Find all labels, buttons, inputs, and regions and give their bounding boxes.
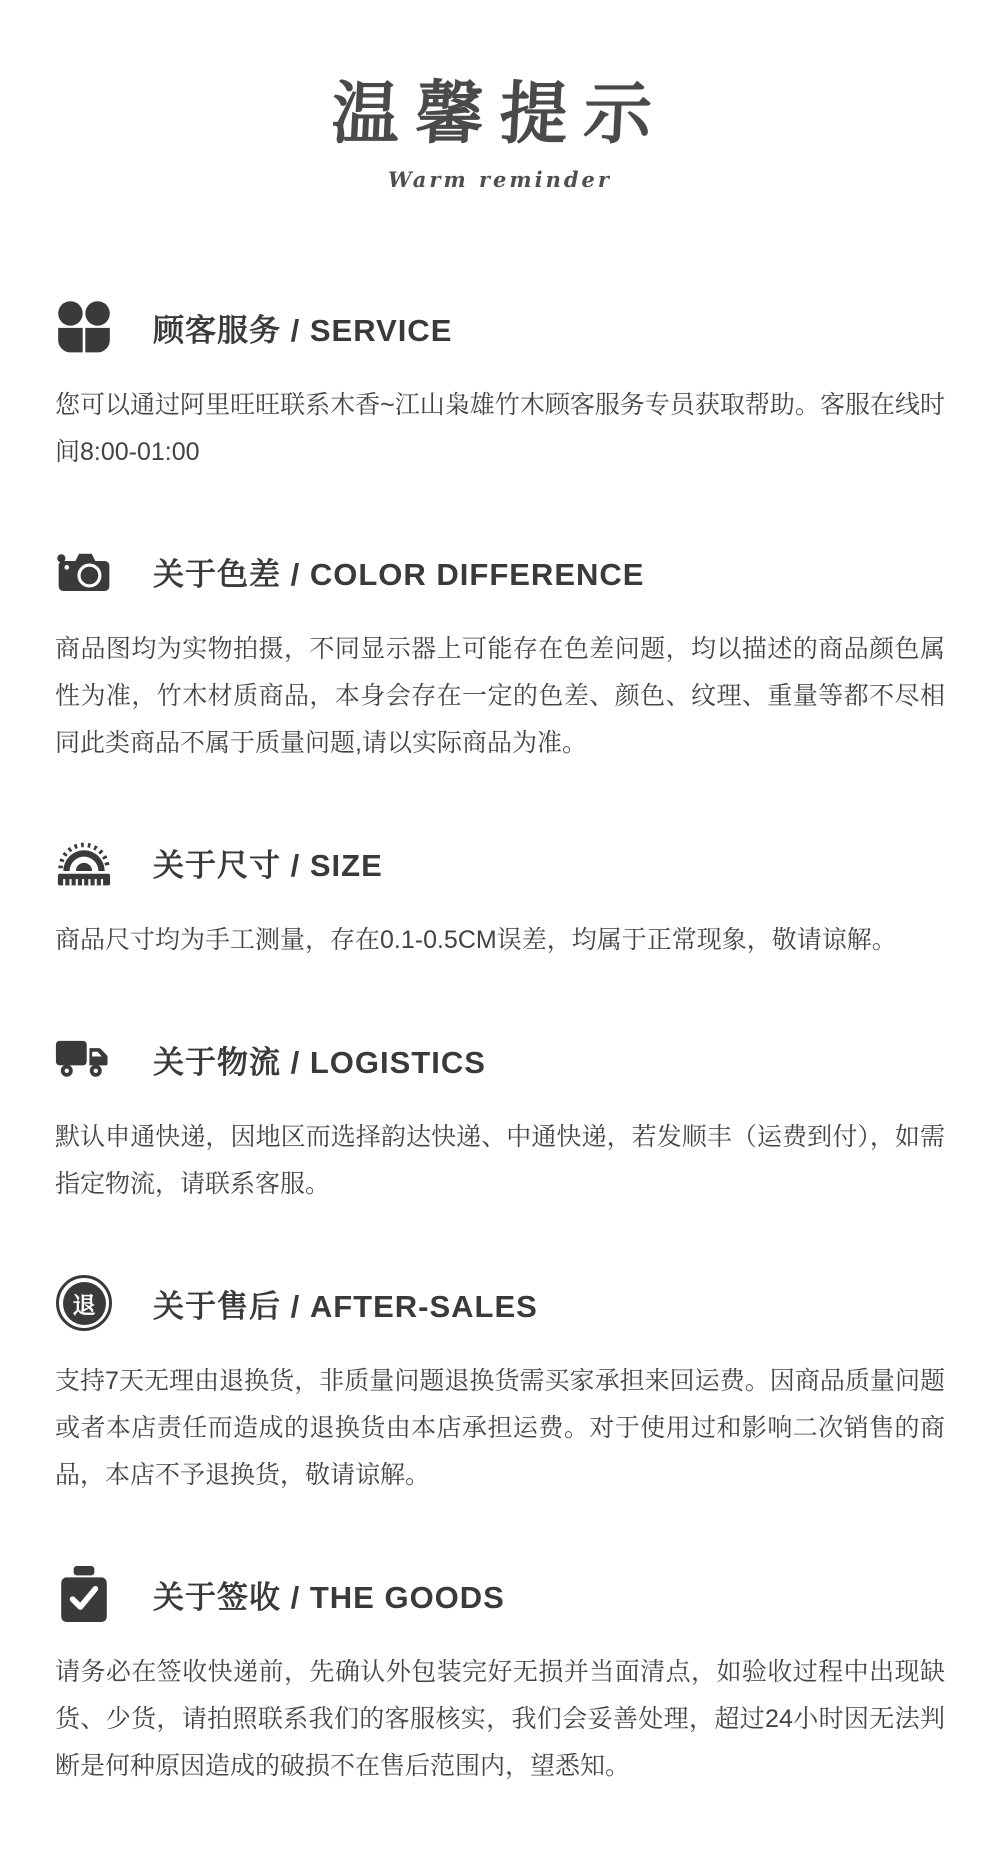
clipboard-check-icon — [55, 1565, 113, 1623]
section-after-sales-title: 关于售后 / AFTER-SALES — [153, 1288, 538, 1324]
section-service-title: 顾客服务 / SERVICE — [153, 312, 453, 348]
section-after-sales-body: 支持7天无理由退换货，非质量问题退换货需买家承担来回运费。因商品质量问题或者本店责任而造成的退换货由本店承担运费。对于使用过和影响二次销售的商品，本店不予退换货，敬请谅解。 — [55, 1367, 945, 1489]
page-title: 温馨提示 — [329, 74, 670, 154]
return-icon — [55, 1274, 113, 1332]
section-after-sales-header — [55, 1274, 945, 1332]
page-subtitle: Warm reminder — [388, 167, 612, 192]
section-after-sales — [55, 1274, 945, 1499]
return-icon-ring — [56, 1275, 112, 1331]
section-goods-header — [55, 1565, 945, 1623]
section-service — [55, 298, 945, 476]
section-color-difference-title: 关于色差 / COLOR DIFFERENCE — [153, 556, 645, 592]
section-size-title: 关于尺寸 / SIZE — [153, 847, 383, 883]
section-service-header — [55, 298, 945, 356]
section-logistics-header — [55, 1030, 945, 1088]
section-goods — [55, 1565, 945, 1790]
section-color-difference-header — [55, 542, 945, 600]
section-service-body: 您可以通过阿里旺旺联系木香~江山枭雄竹木顾客服务专员获取帮助。客服在线时间8:00-01:00 — [55, 391, 945, 466]
section-size-body: 商品尺寸均为手工测量，存在0.1-0.5CM误差，均属于正常现象，敬请谅解。 — [55, 926, 897, 954]
section-color-difference-body: 商品图均为实物拍摄，不同显示器上可能存在色差问题，均以描述的商品颜色属性为准，竹木材质商品，本身会存在一定的色差、颜色、纹理、重量等都不尽相同此类商品不属于质量问题,请以实际商品为准。 — [55, 635, 945, 757]
section-logistics-title: 关于物流 / LOGISTICS — [153, 1044, 486, 1080]
page-header — [55, 60, 945, 192]
return-icon-glyph: 退 — [63, 1282, 106, 1325]
camera-icon — [55, 542, 113, 600]
protractor-icon — [55, 833, 113, 891]
section-size — [55, 833, 945, 964]
section-color-difference — [55, 542, 945, 767]
clover-icon — [55, 298, 113, 356]
truck-icon — [55, 1030, 113, 1088]
section-logistics-body: 默认申通快递，因地区而选择韵达快递、中通快递，若发顺丰（运费到付），如需指定物流，请联系客服。 — [55, 1123, 945, 1198]
section-logistics — [55, 1030, 945, 1208]
section-goods-title: 关于签收 / THE GOODS — [153, 1579, 505, 1615]
section-size-header — [55, 833, 945, 891]
section-goods-body: 请务必在签收快递前，先确认外包装完好无损并当面清点，如验收过程中出现缺货、少货，请拍照联系我们的客服核实，我们会妥善处理，超过24小时因无法判断是何种原因造成的破损不在售后范围内，望悉知。 — [55, 1658, 945, 1780]
